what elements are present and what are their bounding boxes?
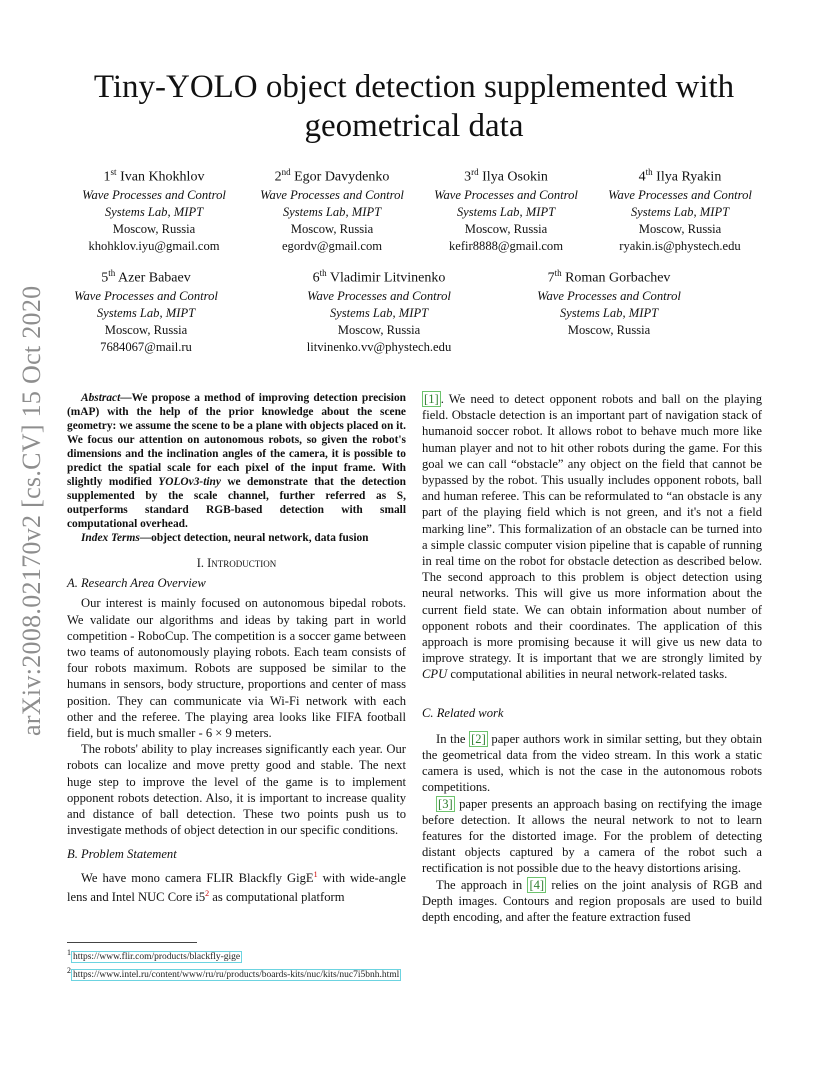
author-block-1: [59, 163, 249, 255]
author-lab: Systems Lab, MIPT: [456, 204, 556, 219]
paragraph-problem-statement: We have mono camera FLIR Blackfly GigE$^1$ with wide-angle lens and Intel NUC Core i5$^2$ as computational platform: [67, 869, 406, 905]
footnote-marker-2[interactable]: 2: [205, 889, 210, 899]
author-email[interactable]: litvinenko.vv@phystech.edu: [306, 339, 452, 354]
footnote-link-intel[interactable]: https://www.intel.ru/content/www/ru/ru/products/boards-kits/nuc/kits/nuc7i5bnh.html: [72, 970, 400, 981]
author-name: 5th Azer Babaev: [101, 268, 191, 286]
abstract: Abstract—We propose a method of improving detection precision (mAP) with the help of the prior knowledge about the scene geometry: we assume the scene to be a plane with objects placed on it. We focus our attention on autonomous robots, so given the robot's dimensions and the inclination angles of the camera, it is possible to predict the spatial scale for each pixel of the input frame. With slightly modified YOLOv3-tiny we demonstrate that the detection supplemented by the scale channel, further referred as S, outperforms standard RGB-based detection with small computational overhead.: [67, 392, 406, 530]
author-name: 4th Ilya Ryakin: [638, 167, 722, 185]
citation-link[interactable]: [4]: [529, 877, 545, 892]
author-lab: Systems Lab, MIPT: [559, 305, 659, 320]
arxiv-side-stamp: arXiv:2008.02170v2 [cs.CV] 15 Oct 2020: [17, 285, 46, 736]
author-name: 7th Roman Gorbachev: [547, 268, 671, 286]
paragraph-research-area-2: The robots' ability to play increases significantly each year. Our robots can localize and move pretty good and stable. The next huge step to improve the level of the game is to implement opponent robots detection. Also, it is important to increase quality and distance of ball detection. These two points push us to investigate methods of object detection in our specific conditions.: [67, 742, 406, 838]
citation-link[interactable]: [3]: [438, 796, 453, 811]
paragraph-problem-statement-cont: [1] . We need to detect opponent robots and ball on the playing field. Obstacle detection is an important part of navigation stack of humanoid soccer robot. It allows robot to behave much more like human player and not to hit other robots during the game. For this goal we can call “obstacle” any object on the field that cannot be bypassed by the robot. This usually includes opponent robots, ball and human referee. This can be reformulated to “an obstacle is any part of the playing field which is not green, and it's not a field marking line”. This formalization of an obstacle can be turned into a simple classic computer vision pipeline that is capable of running in real time on the robot for obstacle detection as described below. The second approach to this problem is object detection using neural networks. This will give us more information about the current field state. We can obtain information about number of opponent robots and their coordinates. The application of this approach is more promising because it will give us new data to improve strategy. It is important that we are strongly limited by CPU computational abilities in neural network-related tasks.: [422, 392, 762, 682]
author-block-5: [51, 264, 241, 356]
author-name: 3rd Ilya Osokin: [464, 167, 548, 185]
title-line-1: Tiny-YOLO object detection supplemented with: [93, 69, 735, 105]
paragraph-related-work-3: The approach in [4] relies on the joint analysis of RGB and Depth images. Contours and region proposals are used to build depth encoding, and after the feature extraction fused: [422, 877, 763, 925]
author-lab: Systems Lab, MIPT: [329, 305, 429, 320]
author-location: Moscow, Russia: [337, 322, 421, 337]
author-location: Moscow, Russia: [638, 221, 722, 236]
citation-link[interactable]: [1]: [424, 392, 439, 406]
title-line-2: geometrical data: [304, 108, 524, 144]
author-email[interactable]: kefir8888@gmail.com: [448, 238, 564, 253]
author-location: Moscow, Russia: [567, 322, 651, 337]
paragraph-related-work-1: In the [2] paper authors work in similar setting, but they obtain the geometrical data from the video stream. In this work a static camera is used, which is not the case in the autonomous robots competitions.: [422, 731, 762, 795]
paragraph-related-work-2: [3] paper presents an approach basing on rectifying the image before detection. It allows the neural network to not to learn features for the distorted image. For the problem of detecting distant objects captured by a camera of the robot such a rectification is not possible due to the heavy distortions arising.: [422, 796, 762, 876]
author-block-2: [237, 163, 427, 255]
author-name: 6th Vladimir Litvinenko: [312, 268, 446, 286]
section-heading-introduction: I. Introduction: [196, 556, 277, 570]
author-location: Moscow, Russia: [464, 221, 548, 236]
author-location: Moscow, Russia: [112, 221, 196, 236]
author-location: Moscow, Russia: [104, 322, 188, 337]
footnote-rule: [67, 942, 197, 943]
footnote-marker-1[interactable]: 1: [313, 869, 318, 879]
author-lab: Systems Lab, MIPT: [282, 204, 382, 219]
author-block-3: [411, 163, 601, 255]
index-terms-label: Index Terms: [81, 532, 140, 544]
author-affiliation: Wave Processes and Control: [74, 288, 218, 303]
cpu-term: CPU: [422, 667, 448, 682]
author-affiliation: Wave Processes and Control: [307, 288, 451, 303]
author-affiliation: Wave Processes and Control: [608, 187, 752, 202]
author-block-7: [514, 264, 704, 339]
index-terms: Index Terms—object detection, neural network, data fusion: [81, 532, 369, 544]
model-name: YOLOv3-tiny: [158, 476, 221, 488]
author-location: Moscow, Russia: [290, 221, 374, 236]
citation-link[interactable]: [2]: [471, 731, 486, 746]
subsection-heading-related-work: C. Related work: [422, 705, 504, 720]
author-email[interactable]: ryakin.is@phystech.edu: [619, 238, 741, 253]
footnote-2: $^2$ https://www.intel.ru/content/www/ru/ru/products/boards-kits/nuc/kits/nuc7i5bnh.html: [67, 966, 400, 981]
subsection-heading-problem-statement: B. Problem Statement: [67, 847, 177, 862]
right-column: [422, 391, 762, 925]
author-block-4: [585, 163, 775, 255]
author-block-6: [284, 264, 474, 356]
author-affiliation: Wave Processes and Control: [82, 187, 226, 202]
paper-title: [60, 68, 768, 146]
abstract-label: Abstract: [81, 392, 121, 404]
footnote-1: $^1$ https://www.flir.com/products/blackfly-gige: [67, 948, 241, 963]
author-affiliation: Wave Processes and Control: [434, 187, 578, 202]
footnote-link-flir[interactable]: https://www.flir.com/products/blackfly-gige: [72, 952, 241, 963]
author-lab: Systems Lab, MIPT: [104, 204, 204, 219]
left-column: [67, 391, 406, 905]
author-lab: Systems Lab, MIPT: [96, 305, 196, 320]
author-name: 2nd Egor Davydenko: [274, 167, 390, 185]
footnotes: [67, 946, 487, 982]
author-name: 1st Ivan Khokhlov: [103, 167, 205, 185]
author-email[interactable]: khohklov.iyu@gmail.com: [88, 238, 220, 253]
author-email[interactable]: egordv@gmail.com: [281, 238, 383, 253]
author-affiliation: Wave Processes and Control: [260, 187, 404, 202]
paragraph-research-area-1: Our interest is mainly focused on autonomous bipedal robots. We validate our algorithms and ideas by taking part in world competition - RoboCup. The competition is a soccer game between two teams of autonomously playing robots. Each team consists of four robots maximum. Robots are supposed be similar to the humans in sensors, body structure, proportions and center of mass position. They can communicate via Wi-Fi network with each other and the referee. The playing area looks like FIFA football field, but is much smaller - 6 × 9 meters.: [67, 596, 407, 741]
author-email[interactable]: 7684067@mail.ru: [100, 339, 192, 354]
author-lab: Systems Lab, MIPT: [630, 204, 730, 219]
author-affiliation: Wave Processes and Control: [537, 288, 681, 303]
subsection-heading-research-area: A. Research Area Overview: [67, 576, 206, 591]
